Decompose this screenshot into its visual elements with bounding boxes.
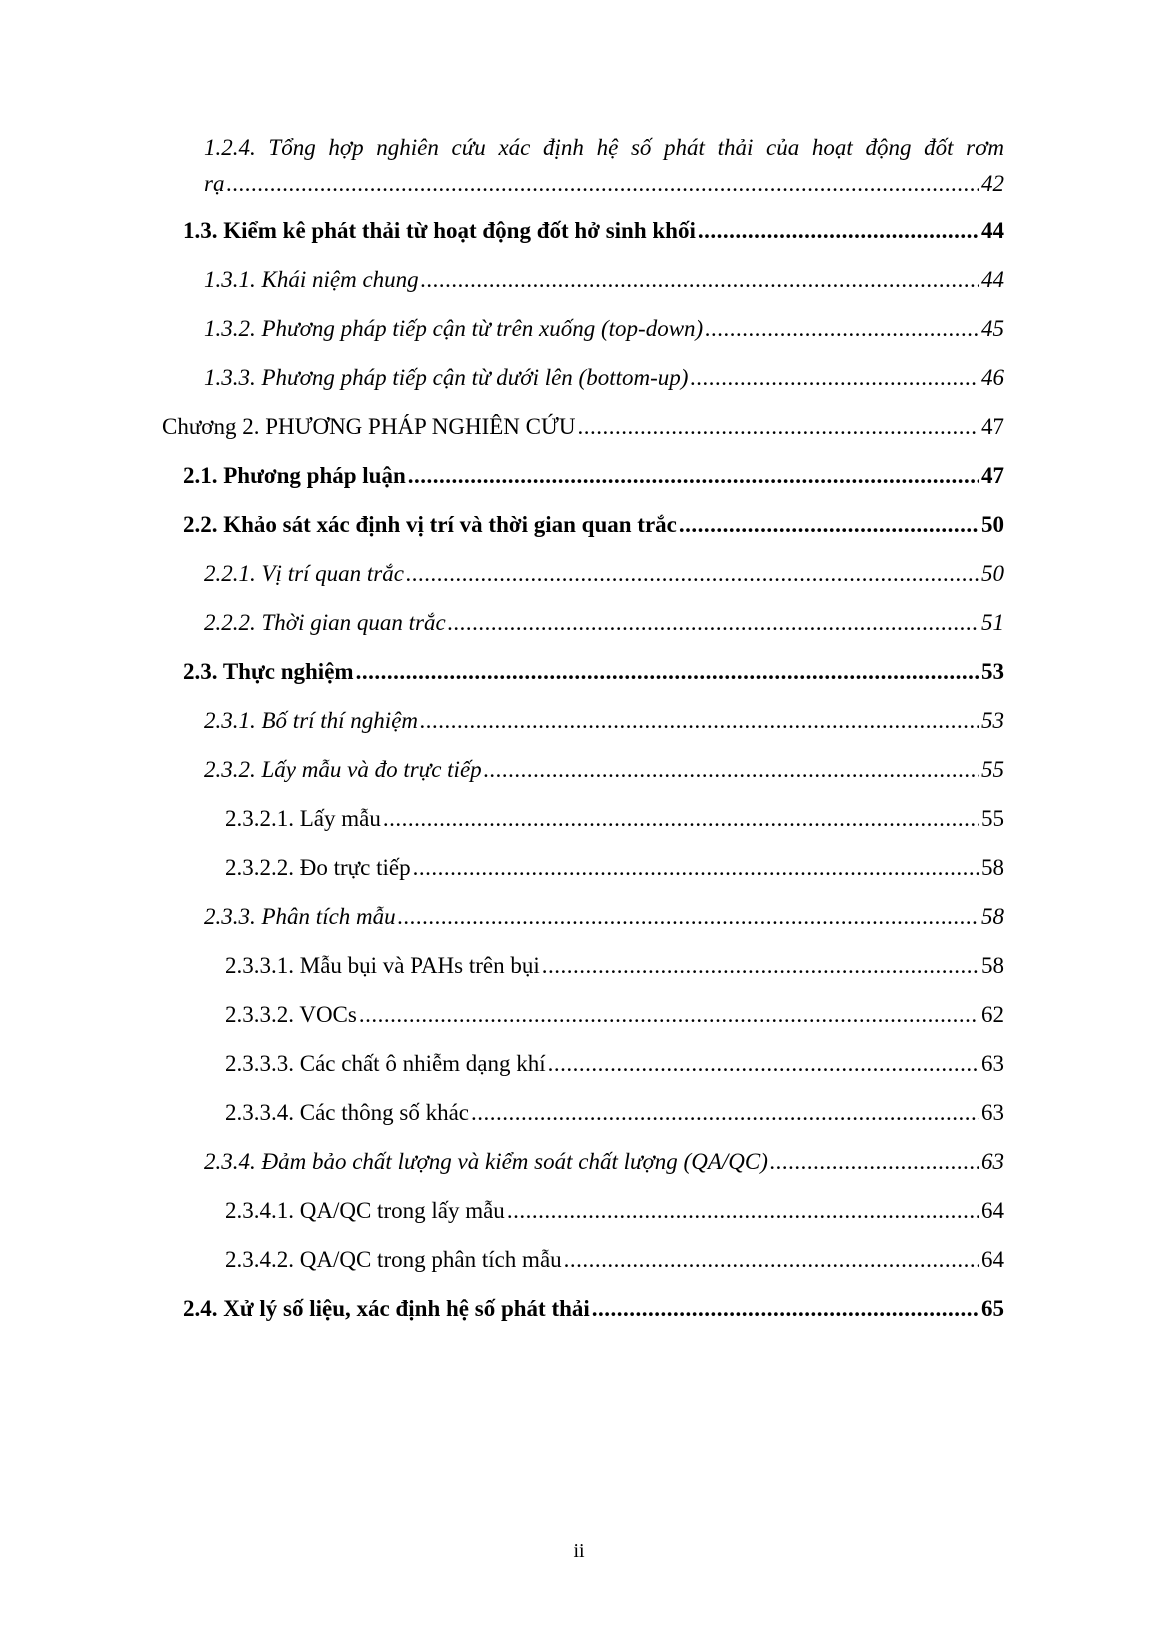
- toc-page-number: 64: [981, 1198, 1004, 1223]
- toc-entry-2-2-1[interactable]: [204, 559, 1004, 589]
- leader-dots: [592, 1294, 979, 1324]
- toc-entry-label: 2.3.1. Bố trí thí nghiệm: [204, 708, 419, 733]
- toc-entry-2-4[interactable]: [183, 1294, 1004, 1324]
- toc-entry-2-3-4-1[interactable]: [225, 1196, 1004, 1226]
- toc-entry-label: 2.3.4.1. QA/QC trong lấy mẫu: [225, 1198, 505, 1223]
- toc-entry-label: 2.2.1. Vị trí quan trắc: [204, 561, 404, 586]
- leader-dots: [413, 853, 979, 883]
- leader-dots: [548, 1049, 979, 1079]
- toc-entry-2-2[interactable]: [183, 510, 1004, 540]
- toc-entry-label: 1.3.3. Phương pháp tiếp cận từ dưới lên (bottom-up): [204, 365, 689, 390]
- toc-page-number: 63: [981, 1100, 1004, 1125]
- toc-entry-label: 2.3.2.2. Đo trực tiếp: [225, 855, 411, 880]
- toc-page-number: 53: [981, 659, 1004, 684]
- toc-page-number: 46: [981, 365, 1004, 390]
- leader-dots: [420, 706, 979, 736]
- toc-entry-1-3-3[interactable]: [204, 363, 1004, 393]
- leader-dots: [448, 608, 979, 638]
- toc-entry-label: 2.3.3.2. VOCs: [225, 1002, 357, 1027]
- toc-entry-label: rạ: [204, 171, 225, 196]
- toc-entry-label: Chương 2. PHƯƠNG PHÁP NGHIÊN CỨU: [162, 414, 576, 439]
- toc-page-number: 55: [981, 806, 1004, 831]
- leader-dots: [542, 951, 979, 981]
- toc-entry-2-3-1[interactable]: [204, 706, 1004, 736]
- toc-page-number: 65: [981, 1296, 1004, 1321]
- toc-page-number: 53: [981, 708, 1004, 733]
- toc-page-number: 62: [981, 1002, 1004, 1027]
- leader-dots: [690, 363, 979, 393]
- toc-entry-2-3[interactable]: [183, 657, 1004, 687]
- toc-entry-2-3-2[interactable]: [204, 755, 1004, 785]
- toc-page-number: 55: [981, 757, 1004, 782]
- toc-page-number: 44: [981, 218, 1004, 243]
- leader-dots: [406, 559, 979, 589]
- leader-dots: [770, 1147, 979, 1177]
- toc-page-number: 63: [981, 1051, 1004, 1076]
- leader-dots: [359, 1000, 979, 1030]
- leader-dots: [408, 461, 979, 491]
- toc-entry-label: 2.2.2. Thời gian quan trắc: [204, 610, 446, 635]
- toc-entry-1-2-4[interactable]: [204, 169, 1004, 199]
- page-footer-number: ii: [573, 1540, 585, 1562]
- toc-entry-2-2-2[interactable]: [204, 608, 1004, 638]
- toc-entry-1-3-2[interactable]: [204, 314, 1004, 344]
- toc-page-number: 44: [981, 267, 1004, 292]
- leader-dots: [698, 216, 979, 246]
- toc-entry-label: 2.3.3. Phân tích mẫu: [204, 904, 396, 929]
- leader-dots: [705, 314, 979, 344]
- toc-page-number: 58: [981, 904, 1004, 929]
- toc-page-number: 58: [981, 855, 1004, 880]
- toc-page-number: 58: [981, 953, 1004, 978]
- toc-page-number: 42: [981, 171, 1004, 196]
- toc-page-number: 51: [981, 610, 1004, 635]
- toc-entry-label: 2.3.2.1. Lấy mẫu: [225, 806, 381, 831]
- toc-entry-label: 1.3. Kiểm kê phát thải từ hoạt động đốt hở sinh khối: [183, 218, 696, 243]
- toc-entry-2-3-2-1[interactable]: [225, 804, 1004, 834]
- toc-entry-chapter-2[interactable]: [162, 412, 1004, 442]
- toc-entry-2-1[interactable]: [183, 461, 1004, 491]
- toc-entry-2-3-4-2[interactable]: [225, 1245, 1004, 1275]
- toc-entry-label: 2.4. Xử lý số liệu, xác định hệ số phát thải: [183, 1296, 590, 1321]
- toc-entry-1-3[interactable]: [183, 216, 1004, 246]
- toc-page-number: 47: [981, 414, 1004, 439]
- toc-entry-2-3-3-1[interactable]: [225, 951, 1004, 981]
- toc-entry-2-3-3[interactable]: [204, 902, 1004, 932]
- toc-entry-label: 1.3.2. Phương pháp tiếp cận từ trên xuống (top-down): [204, 316, 704, 341]
- leader-dots: [356, 657, 979, 687]
- leader-dots: [421, 265, 979, 295]
- leader-dots: [226, 169, 979, 199]
- toc-page-number: 45: [981, 316, 1004, 341]
- toc-entry-label: 2.3.3.1. Mẫu bụi và PAHs trên bụi: [225, 953, 540, 978]
- toc-entry-label: 2.1. Phương pháp luận: [183, 463, 406, 488]
- toc-entry-label: 2.3.2. Lấy mẫu và đo trực tiếp: [204, 757, 482, 782]
- leader-dots: [484, 755, 979, 785]
- toc-entry-2-3-3-4[interactable]: [225, 1098, 1004, 1128]
- toc-entry-label: 2.3. Thực nghiệm: [183, 659, 354, 684]
- toc-page-number: 47: [981, 463, 1004, 488]
- leader-dots: [577, 412, 979, 442]
- leader-dots: [383, 804, 979, 834]
- toc-entry-label: 2.3.3.4. Các thông số khác: [225, 1100, 470, 1125]
- toc-entry-label: 2.3.4. Đảm bảo chất lượng và kiểm soát chất lượng (QA/QC): [204, 1149, 768, 1174]
- leader-dots: [564, 1245, 979, 1275]
- toc-entry-1-2-4-line1[interactable]: 1.2.4. Tổng hợp nghiên cứu xác định hệ số phát thải của hoạt động đốt rơm: [204, 135, 1004, 160]
- toc-entry-label: 2.2. Khảo sát xác định vị trí và thời gian quan trắc: [183, 512, 677, 537]
- toc-entry-2-3-4[interactable]: [204, 1147, 1004, 1177]
- toc-page-number: 63: [981, 1149, 1004, 1174]
- toc-entry-label: 1.3.1. Khái niệm chung: [204, 267, 419, 292]
- toc-entry-2-3-3-3[interactable]: [225, 1049, 1004, 1079]
- toc-page-number: 50: [981, 512, 1004, 537]
- toc-entry-2-3-2-2[interactable]: [225, 853, 1004, 883]
- leader-dots: [471, 1098, 979, 1128]
- toc-entry-2-3-3-2[interactable]: [225, 1000, 1004, 1030]
- toc-entry-label: 2.3.4.2. QA/QC trong phân tích mẫu: [225, 1247, 562, 1272]
- toc-entry-1-3-1[interactable]: [204, 265, 1004, 295]
- toc-page-number: 64: [981, 1247, 1004, 1272]
- leader-dots: [398, 902, 979, 932]
- toc-page-number: 50: [981, 561, 1004, 586]
- leader-dots: [507, 1196, 979, 1226]
- toc-entry-label: 2.3.3.3. Các chất ô nhiễm dạng khí: [225, 1051, 546, 1076]
- leader-dots: [679, 510, 979, 540]
